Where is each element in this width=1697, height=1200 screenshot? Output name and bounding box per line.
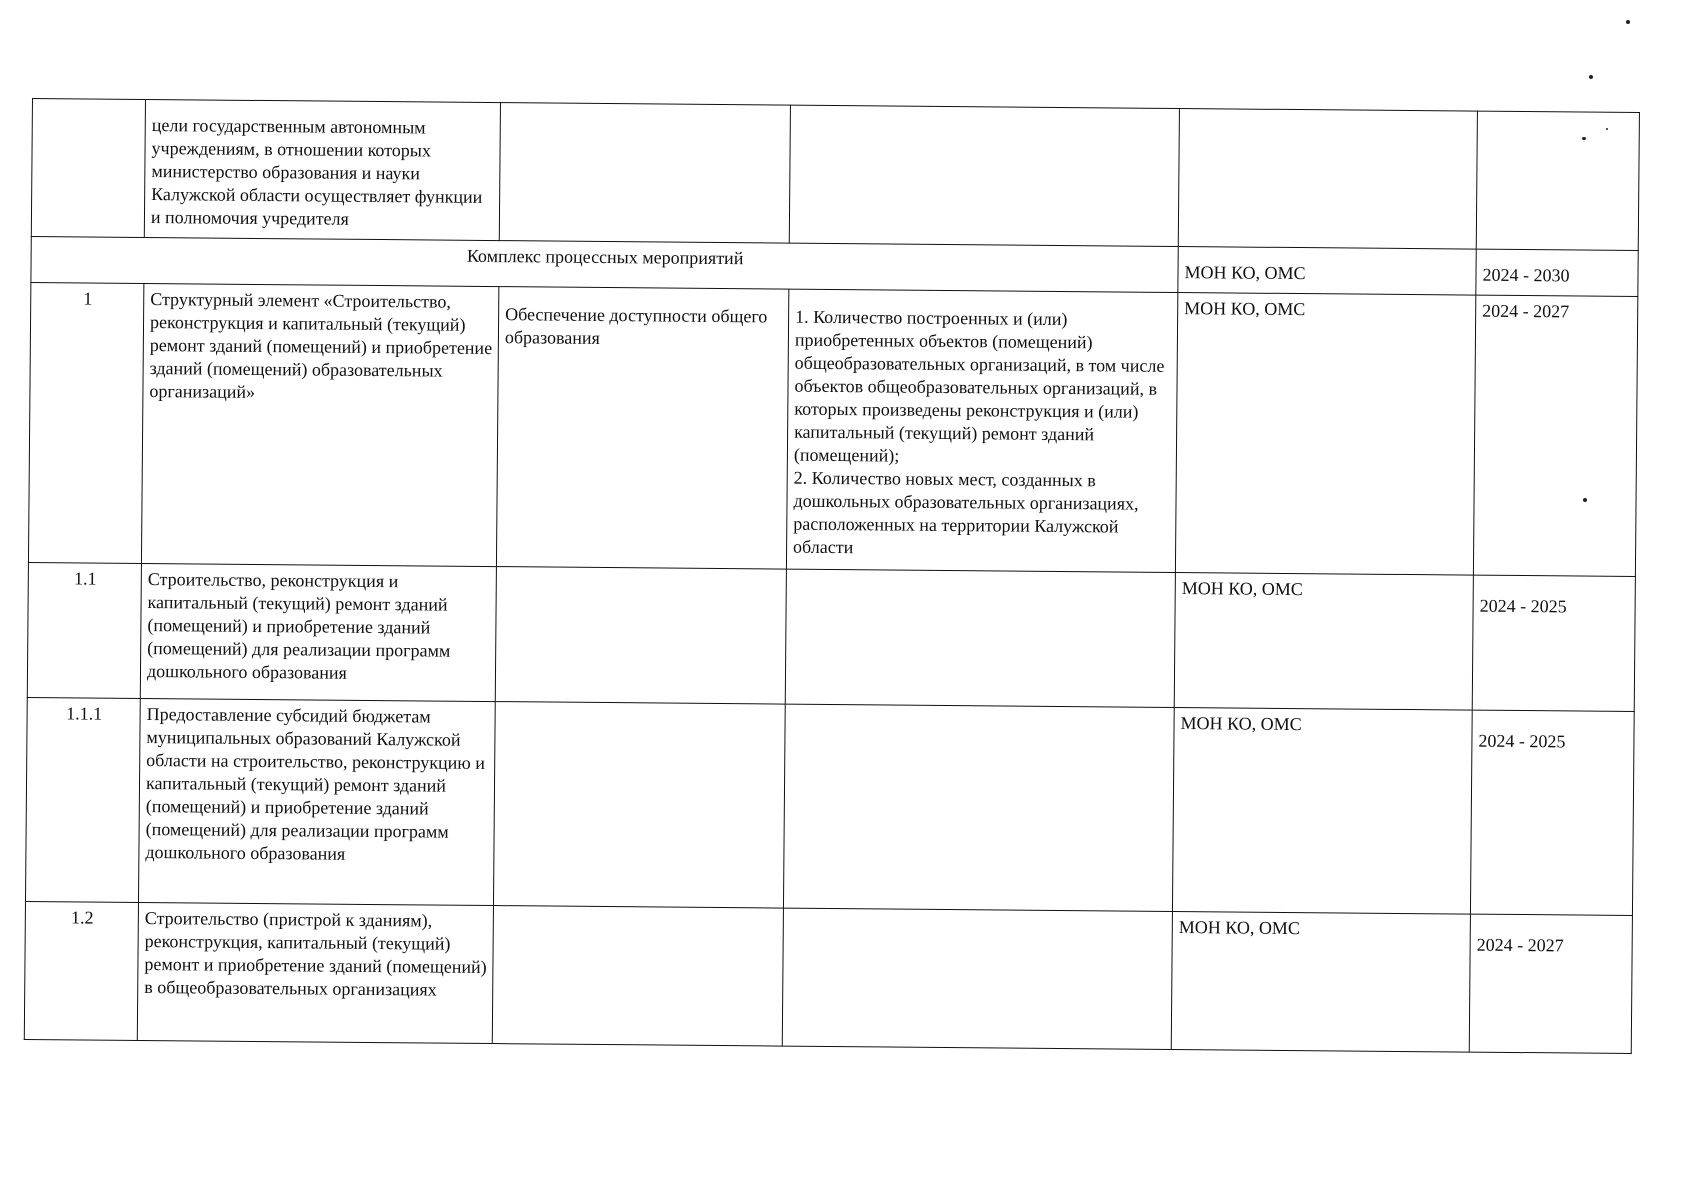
scan-speck — [1606, 128, 1608, 130]
indicator-cell — [783, 704, 1174, 911]
complex-label: Комплекс процессных мероприятий — [31, 236, 1178, 292]
row-number: 1.1.1 — [25, 697, 140, 902]
task-cell — [492, 906, 783, 1047]
table-row — [28, 282, 1637, 576]
task-cell — [495, 567, 786, 705]
table-row — [24, 901, 1632, 1053]
indicator-cell — [785, 569, 1175, 707]
indicator-cell — [789, 105, 1179, 246]
measure-name: Предоставление субсидий бюджетам муниципальных образований Калужской области на строительство, реконструкцию и капитальный (текущий) ремонт зданий (помещений) и приобретение зданий (помещений) для реализации программ дошкольного образования — [138, 698, 495, 905]
period-cell: 2024 - 2030 — [1476, 249, 1638, 296]
responsible-cell: МОН КО, ОМС — [1175, 293, 1475, 576]
task-cell — [499, 103, 790, 244]
indicator-cell — [782, 908, 1172, 1049]
task-cell — [493, 702, 785, 909]
period-cell: 2024 - 2025 — [1470, 710, 1634, 915]
row-number: 1.1 — [27, 562, 141, 698]
measure-name: Строительство (пристрой к зданиям), реконструкция, капитальный (текущий) ремонт и приобретение зданий (помещений) в общеобразовательных организациях — [137, 902, 493, 1043]
responsible-cell: МОН КО, ОМС — [1174, 572, 1473, 710]
row-number: 1 — [28, 282, 143, 563]
table-row — [25, 697, 1634, 915]
period-cell: 2024 - 2027 — [1469, 914, 1632, 1053]
period-cell — [1476, 111, 1639, 250]
responsible-cell: МОН КО, ОМС — [1178, 247, 1476, 296]
period-cell: 2024 - 2025 — [1472, 575, 1635, 711]
table-row — [31, 99, 1639, 251]
row-number: 1.2 — [24, 901, 138, 1040]
indicator-cell: 1. Количество построенных и (или) приобретенных объектов (помещений) общеобразовательных организаций, в том числе объектов общеобразовательных организаций, в которых произведены реконструкция и (или) капитальный (текущий) ремонт зданий (помещений); 2. Количество новых мест, созданных в дошкольных образовательных организациях, расположенных на территории Калужской области — [786, 289, 1177, 572]
table-row — [27, 562, 1635, 711]
row-number — [31, 99, 145, 238]
scan-speck — [1626, 20, 1630, 24]
measure-name: Структурный элемент «Строительство, реконструкция и капитальный (текущий) ремонт зданий (помещений) и приобретение зданий (помещений) образовательных организаций» — [141, 283, 498, 566]
measure-name: Строительство, реконструкция и капитальный (текущий) ремонт зданий (помещений) и приобретение зданий (помещений) для реализации программ дошкольного образования — [140, 563, 496, 701]
measures-table — [24, 98, 1640, 1054]
responsible-cell — [1178, 109, 1477, 250]
task-cell: Обеспечение доступности общего образования — [496, 287, 788, 570]
scan-speck — [1582, 137, 1586, 140]
period-cell: 2024 - 2027 — [1473, 295, 1637, 576]
scan-speck — [1583, 498, 1587, 502]
responsible-cell: МОН КО, ОМС — [1171, 911, 1470, 1052]
scan-speck — [1589, 75, 1593, 79]
measure-name: цели государственным автономным учреждениям, в отношении которых министерство образования и науки Калужской области осуществляет функции и полномочия учредителя — [144, 99, 500, 240]
responsible-cell: МОН КО, ОМС — [1172, 707, 1472, 914]
